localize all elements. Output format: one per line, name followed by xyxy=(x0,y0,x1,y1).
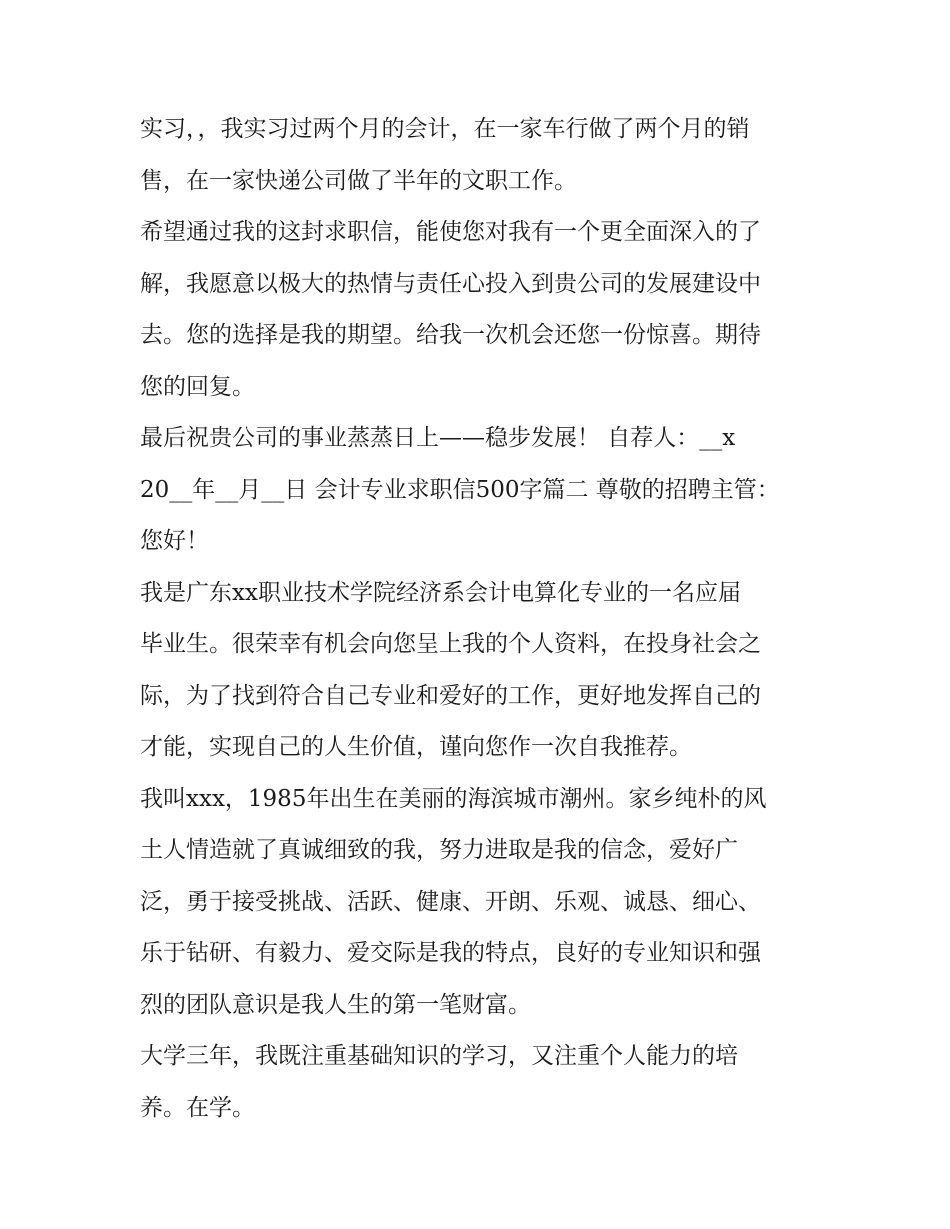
text-line: 才能，实现自己的人生价值，谨向您作一次自我推荐。 xyxy=(140,734,692,760)
text-line: 烈的团队意识是我人生的第一笔财富。 xyxy=(140,991,531,1018)
text-line: 我叫xxx，1985年出生在美丽的海滨城市潮州。家乡纯朴的风 xyxy=(140,785,767,812)
text-line: 养。在学。 xyxy=(140,1094,255,1121)
text-line: 售，在一家快递公司做了半年的文职工作。 xyxy=(140,167,577,194)
text-line: 20__年__月__日 会计专业求职信500字篇二 尊敬的招聘主管： xyxy=(140,476,780,503)
text-line: 大学三年，我既注重基础知识的学习，又注重个人能力的培 xyxy=(140,1043,738,1069)
text-line: 我是广东xx职业技术学院经济系会计电算化专业的一名应届 xyxy=(140,579,741,606)
text-line: 去。您的选择是我的期望。给我一次机会还您一份惊喜。期待 xyxy=(140,322,761,348)
text-line: 您好！ xyxy=(140,528,209,554)
text-line: 毕业生。很荣幸有机会向您呈上我的个人资料，在投身社会之 xyxy=(140,631,761,657)
text-line: 际，为了找到符合自己专业和爱好的工作，更好地发挥自己的 xyxy=(140,682,761,709)
text-line: 土人情造就了真诚细致的我，努力进取是我的信念，爱好广 xyxy=(140,837,738,863)
document-body xyxy=(140,104,820,1134)
text-line: 希望通过我的这封求职信，能使您对我有一个更全面深入的了 xyxy=(140,219,761,245)
text-line: 您的回复。 xyxy=(140,373,255,400)
text-line: 实习，，我实习过两个月的会计，在一家车行做了两个月的销 xyxy=(140,116,750,142)
text-line: 泛，勇于接受挑战、活跃、健康、开朗、乐观、诚恳、细心、 xyxy=(140,888,761,915)
text-line: 乐于钻研、有毅力、爱交际是我的特点，良好的专业知识和强 xyxy=(140,940,761,966)
text-line: 最后祝贵公司的事业蒸蒸日上——稳步发展！ 自荐人：__x xyxy=(140,425,736,451)
text-line: 解，我愿意以极大的热情与责任心投入到贵公司的发展建设中 xyxy=(140,270,761,297)
